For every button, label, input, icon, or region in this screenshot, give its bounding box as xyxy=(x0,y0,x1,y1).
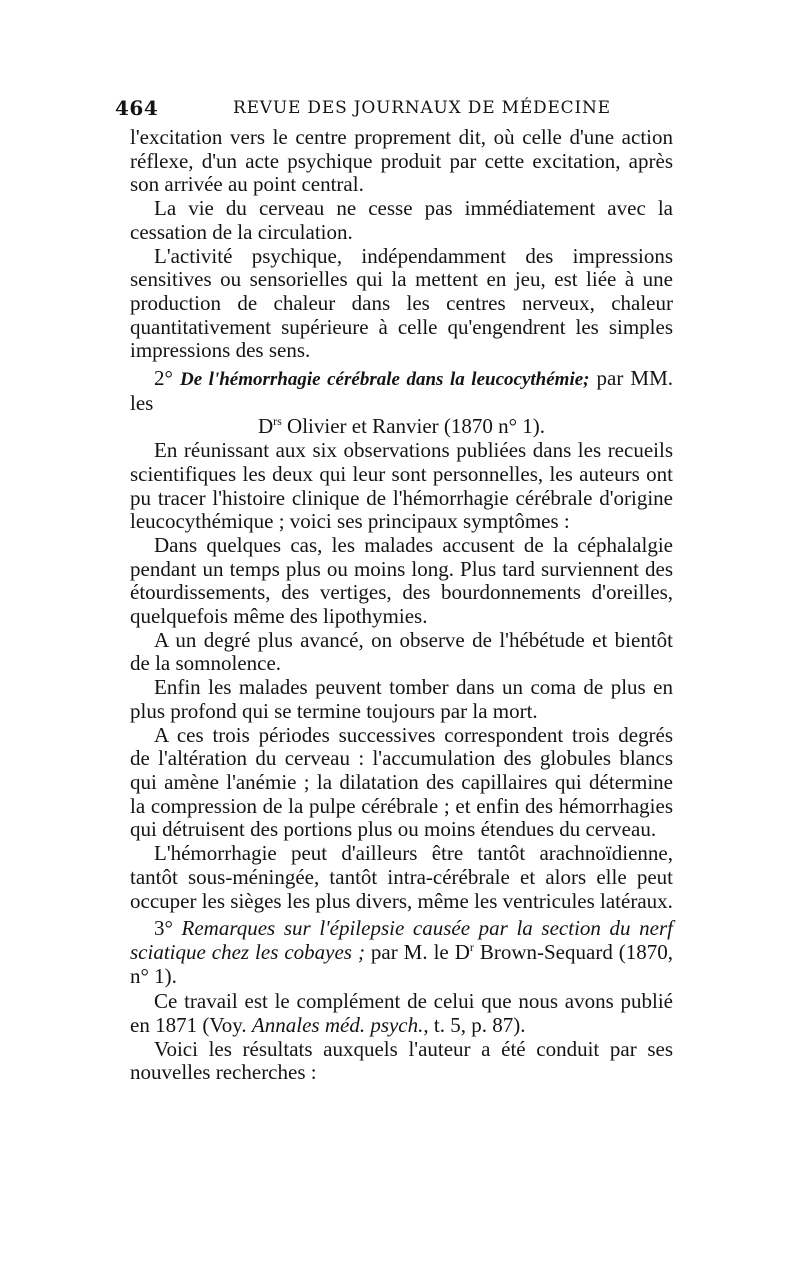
paragraph-vie-cerveau: La vie du cerveau ne cesse pas immédiatement avec la cessation de la circulation. xyxy=(130,196,673,244)
section-heading-hemorrhagie xyxy=(130,367,673,415)
section-number: 2° xyxy=(154,366,173,391)
section-number: 3° xyxy=(154,916,173,941)
paragraph-hemorrhagie-sieges: L'hémorrhagie peut d'ailleurs être tantôt arachnoïdienne, tantôt sous-méningée, tantôt intra-cérébrale et alors elle peut occuper les sièges les plus divers, même les ventricules latéraux. xyxy=(130,841,673,913)
doctor-abbr: D xyxy=(454,939,470,964)
section-heading-epilepsie xyxy=(130,917,673,988)
section-title: De l'hémorrhagie cérébrale dans la leucocythémie; xyxy=(179,369,590,391)
body-text xyxy=(130,126,673,1085)
section-title: Remarques sur l'épilepsie causée par la section du nerf sciatique chez les cobayes ; xyxy=(130,916,673,964)
complement-text: Ce travail est le complément de celui que nous avons publié en 1871 (Voy. xyxy=(130,989,673,1038)
paragraph-resultats: Voici les résultats auxquels l'auteur a été conduit par ses nouvelles recherches : xyxy=(130,1036,673,1085)
section-byline: par M. le xyxy=(370,939,449,964)
journal-citation: Annales méd. psych. xyxy=(251,1013,424,1038)
doctor-abbr-sup: r xyxy=(469,939,474,954)
section-authors xyxy=(130,415,673,439)
paragraph-trois-periodes: A ces trois périodes successives correspondent trois degrés de l'altération du cerveau : l'accumulation des globules blancs qui amène l'anémie ; la dilatation des capillaires qui détermine la compression de la pulpe cérébrale ; et enfin des hémorrhagies qui détruisent des portions plus ou moins étendues du cerveau. xyxy=(130,722,673,842)
section-byline: par MM. les xyxy=(130,366,674,415)
doctor-abbr: D xyxy=(257,414,274,439)
paragraph-excitation: l'excitation vers le centre proprement dit, où celle d'une action réflexe, d'un acte psychique produit par cette excitation, après son arrivée au point central. xyxy=(130,125,673,197)
paragraph-coma: Enfin les malades peuvent tomber dans un coma de plus en plus profond qui se termine toujours par la mort. xyxy=(130,675,673,723)
journal-title: REVUE DES JOURNAUX DE MÉDECINE xyxy=(233,98,611,118)
paragraph-activite-psychique: L'activité psychique, indépendamment des impressions sensitives ou sensorielles qui la mettent en jeu, est liée à une production de chaleur dans les centres nerveux, chaleur quantitativement supérieure à celle qu'engendrent les simples impressions des sens. xyxy=(130,243,673,363)
citation-tail: , t. 5, p. 87). xyxy=(423,1013,526,1038)
doctor-abbr-sup: rs xyxy=(273,414,282,429)
page-number: 464 xyxy=(115,96,159,120)
author-name: Brown-Sequard (1870, n° 1). xyxy=(130,939,674,988)
paragraph-reunissant: En réunissant aux six observations publiées dans les recueils scientifiques les deux qui leur sont personnelles, les auteurs ont pu tracer l'histoire clinique de l'hémorrhagie cérébrale d'origine leucocythémique ; voici ses principaux symptômes : xyxy=(130,438,673,534)
paragraph-complement xyxy=(130,990,673,1037)
authors-names: Olivier et Ranvier (1870 n° 1). xyxy=(287,414,546,439)
paragraph-symptomes: Dans quelques cas, les malades accusent de la céphalalgie pendant un temps plus ou moins long. Plus tard surviennent des étourdissements, des vertiges, des bourdonnements d'oreilles, quelquefois même des lipothymies. xyxy=(130,532,673,629)
paragraph-degre-avance: A un degré plus avancé, on observe de l'hébétude et bientôt de la somnolence. xyxy=(130,627,673,676)
running-head xyxy=(115,92,680,122)
